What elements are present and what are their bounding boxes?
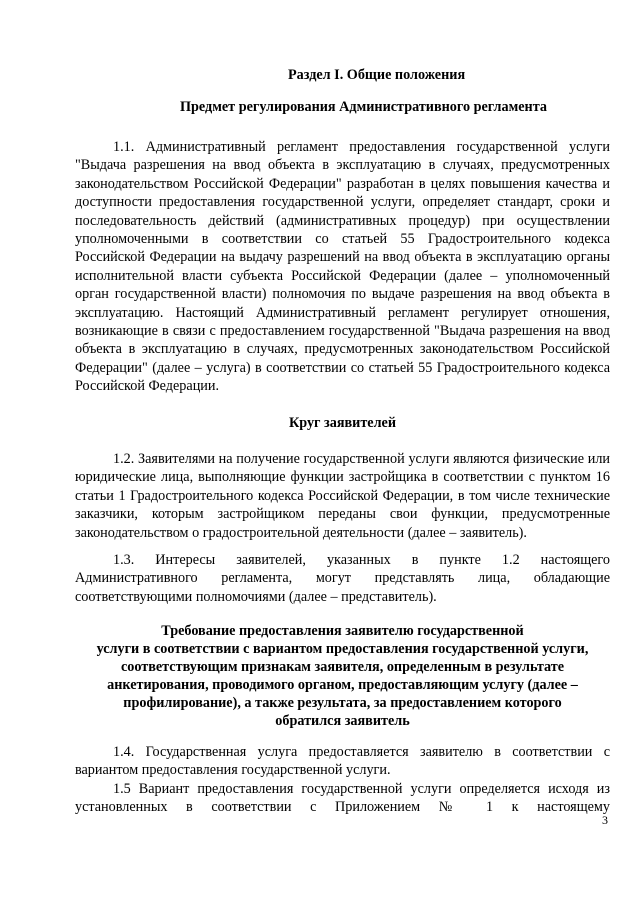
requirement-heading-line: анкетирования, проводимого органом, предоставляющим услугу (далее – xyxy=(107,677,578,693)
page-number: 3 xyxy=(602,813,608,827)
subject-heading: Предмет регулирования Административного регламента xyxy=(180,99,547,115)
requirement-heading-line: обратился заявитель xyxy=(275,713,410,729)
requirement-heading-line: профилирование), а также результата, за предоставлением которого xyxy=(123,695,562,711)
paragraph-1-5: 1.5 Вариант предоставления государственной услуги определяется исходя из установленных в соответствии с Приложением № 1 к настоящему xyxy=(75,781,610,816)
applicants-heading: Круг заявителей xyxy=(288,415,397,431)
paragraph-1-4: 1.4. Государственная услуга предоставляется заявителю в соответствии с вариантом предоставления государственной услуги. xyxy=(75,744,610,779)
requirement-heading-line: услуги в соответствии с вариантом предоставления государственной услуги, xyxy=(96,641,589,657)
document-page xyxy=(75,0,610,905)
section-title: Раздел I. Общие положения xyxy=(288,67,466,83)
paragraph-1-1: 1.1. Административный регламент предоставления государственной услуги "Выдача разрешения на ввод объекта в эксплуатацию в случаях, предусмотренных законодательством Российской Федерации" разработан в целях повышения качества и доступности предоставления государственной услуги, определяет стандарт, сроки и последовательность действий (административных процедур) при осуществлении уполномоченными в соответствии со статьей 55 Градостроительного кодекса Российской Федерации на выдачу разрешений на ввод объекта в эксплуатацию органы исполнительной власти субъекта Российской Федерации (далее – уполномоченный орган государственной власти) полномочия по выдаче разрешения на ввод объекта в эксплуатацию. Настоящий Административный регламент регулирует отношения, возникающие в связи с предоставлением государственной "Выдача разрешения на ввод объекта в эксплуатацию в случаях, предусмотренных законодательством Российской Федерации" (далее – услуга) в соответствии со статьей 55 Градостроительного кодекса Российской Федерации. xyxy=(75,139,610,395)
requirement-heading-line: соответствующим признакам заявителя, определенным в результате xyxy=(120,659,565,675)
requirement-heading-line: Требование предоставления заявителю государственной xyxy=(161,623,524,639)
paragraph-1-2: 1.2. Заявителями на получение государственной услуги являются физические или юридические лица, выполняющие функции застройщика в соответствии с пунктом 16 статьи 1 Градостроительного кодекса Российской Федерации, в том числе технические заказчики, которым застройщиком переданы свои функции, предусмотренные законодательством о градостроительной деятельности (далее – заявитель). xyxy=(75,451,610,541)
paragraph-1-3: 1.3. Интересы заявителей, указанных в пункте 1.2 настоящего Административного регламента, могут представлять лица, обладающие соответствующими полномочиями (далее – представитель). xyxy=(75,552,610,605)
